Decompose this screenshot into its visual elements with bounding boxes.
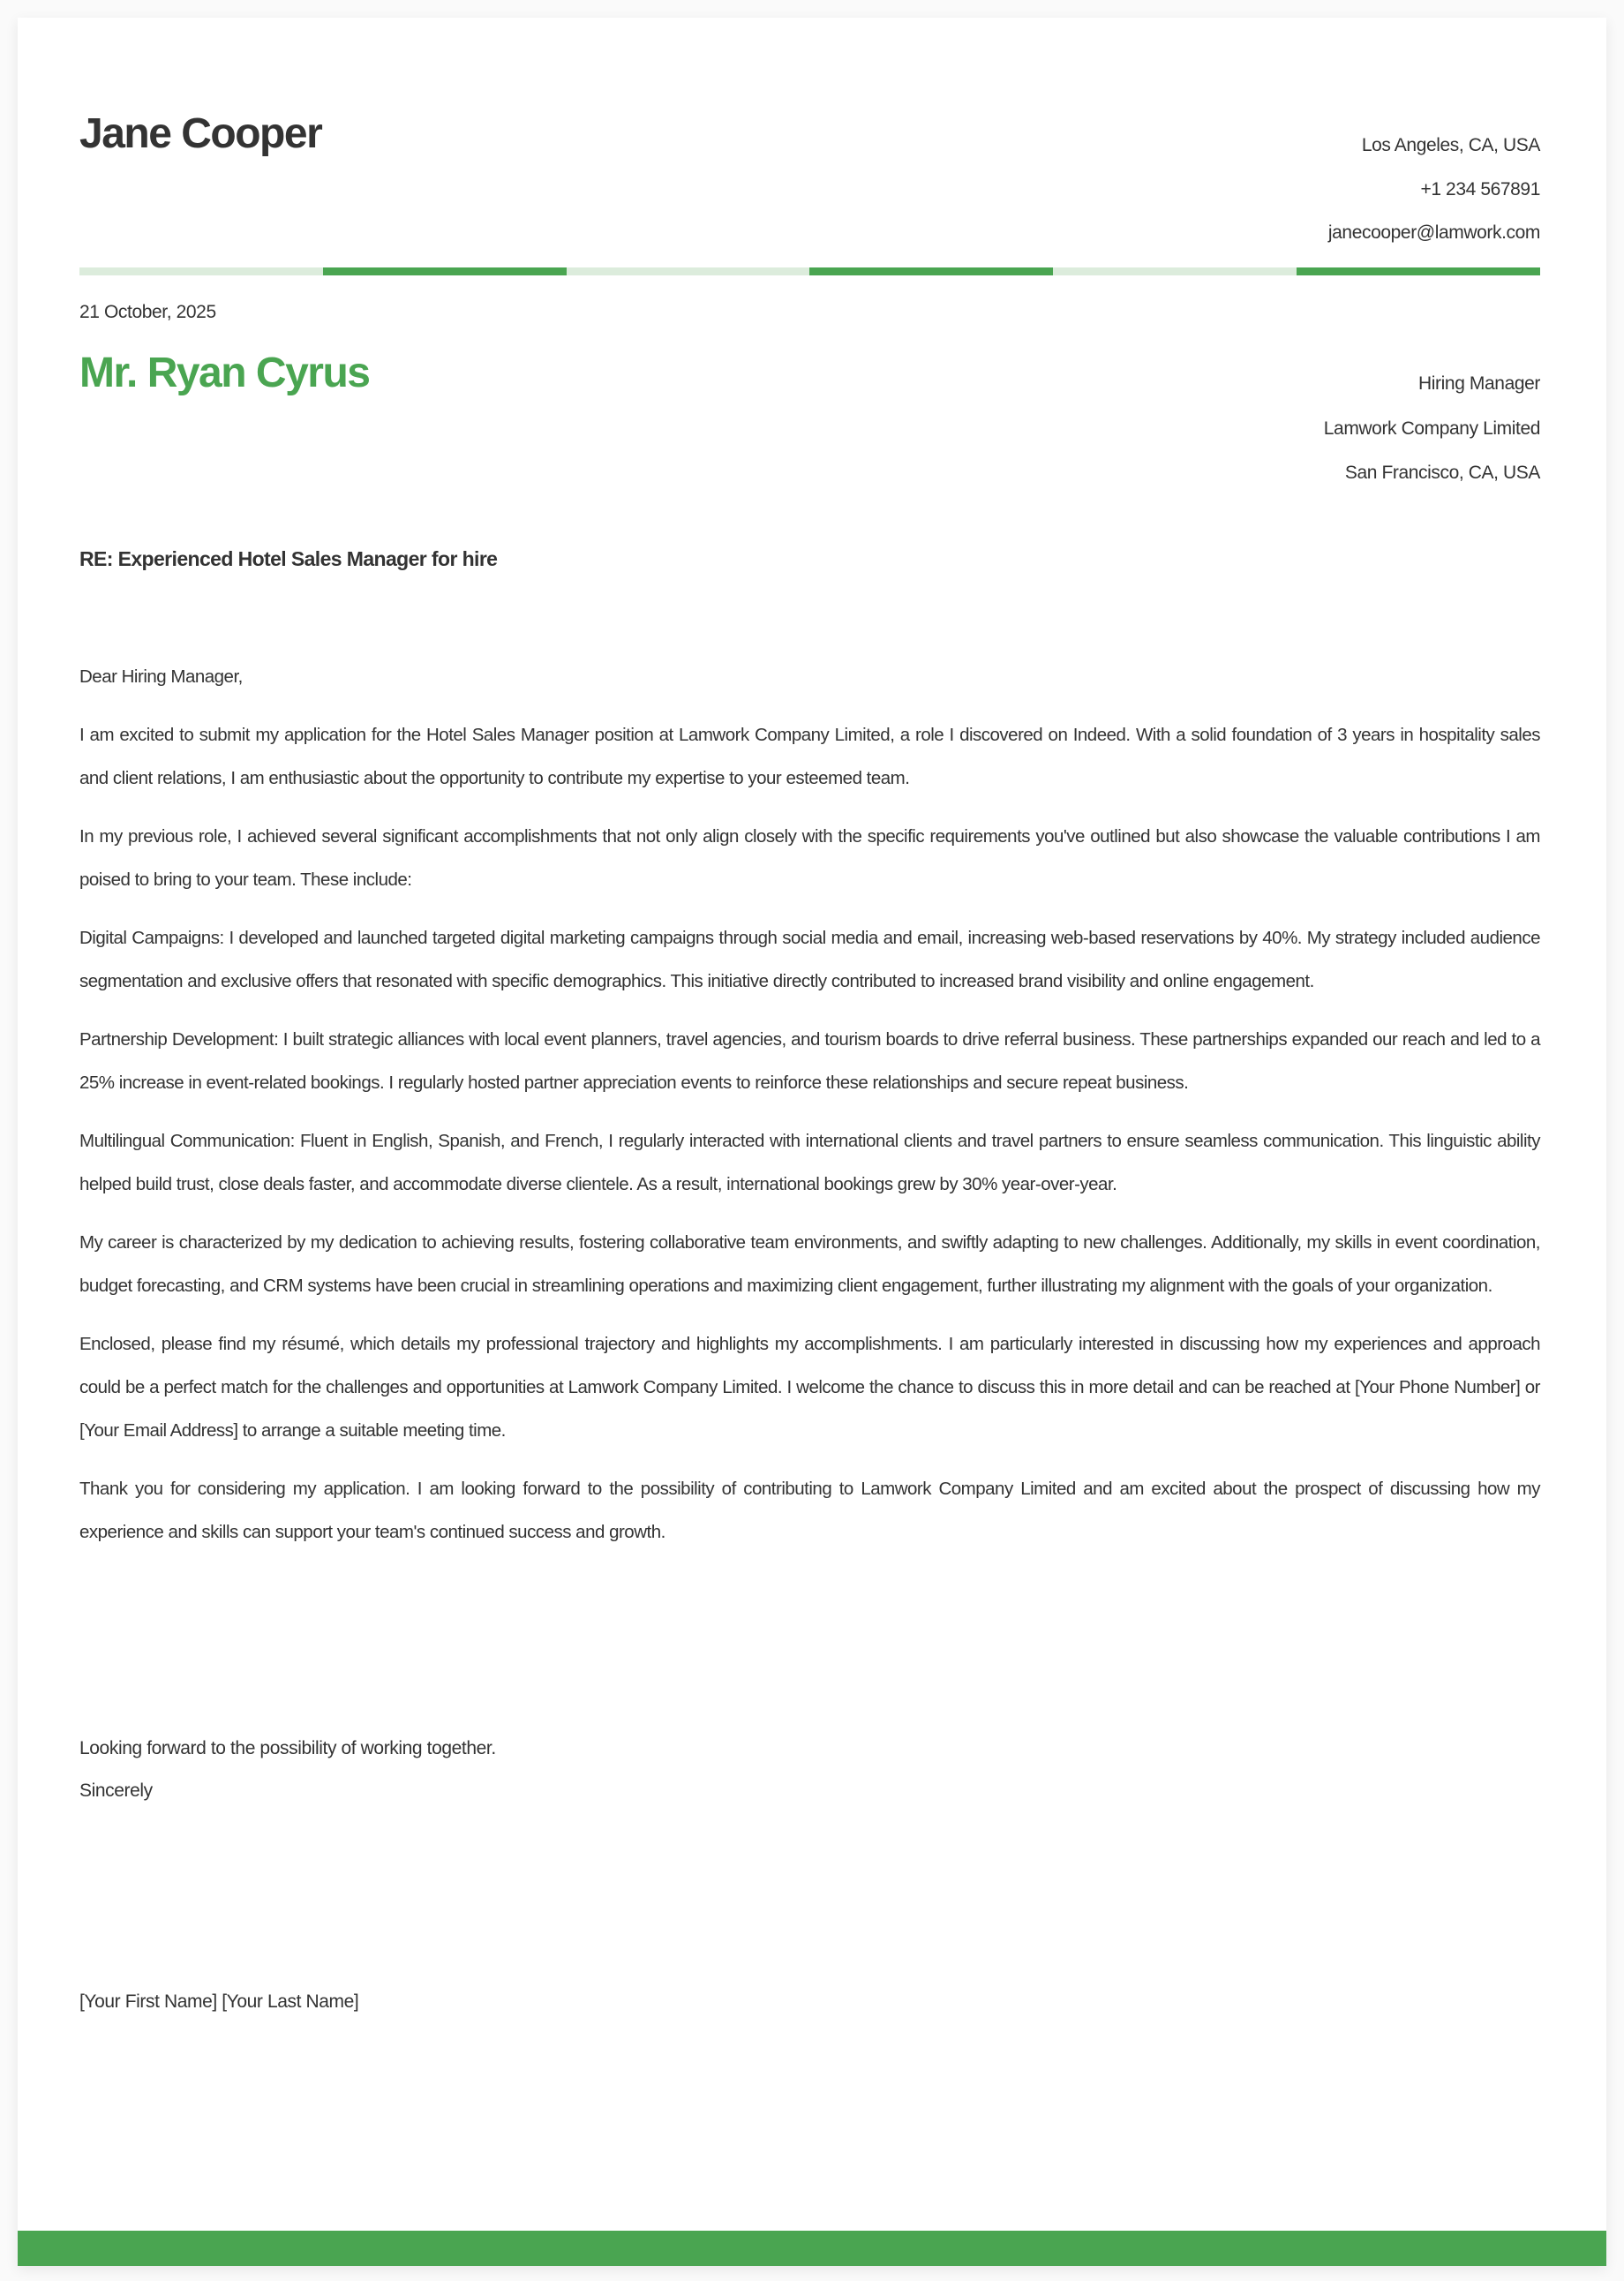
divider-segment [1053, 267, 1297, 275]
closing-line: Looking forward to the possibility of working together. [79, 1738, 496, 1758]
body-paragraph: Enclosed, please find my résumé, which details my professional trajectory and highlights my accomplishments. I am particularly interested in discussing how my experiences and approach could be a perfect match for the challenges and opportunities at Lamwork Company Limited. I welcome the chance to discuss this in more detail and can be reached at [Your Phone Number] or [Your Email Address] to arrange a suitable meeting time. [79, 1334, 1540, 1441]
letter-page [18, 18, 1606, 2266]
closing [79, 1728, 496, 1812]
body-paragraph: Thank you for considering my application. I am looking forward to the possibility of contributing to Lamwork Company Limited and am excited about the prospect of discussing how my experience and skills can support your team's continued success and growth. [79, 1479, 1540, 1542]
sender-contact [1328, 124, 1540, 255]
recipient-name: Mr. Ryan Cyrus [79, 350, 370, 396]
signoff: Sincerely [79, 1780, 153, 1801]
body-paragraph: In my previous role, I achieved several significant accomplishments that not only align closely with the specific requirements you've outlined but also showcase the valuable contributions I am poised to bring to your team. These include: [79, 826, 1540, 890]
body-paragraph: Partnership Development: I built strategic alliances with local event planners, travel agencies, and tourism boards to drive referral business. These partnerships expanded our reach and led to a 25% increase in event-related bookings. I regularly hosted partner appreciation events to reinforce these relationships and secure repeat business. [79, 1029, 1540, 1093]
divider-segment [323, 267, 567, 275]
greeting: Dear Hiring Manager, [79, 666, 243, 687]
divider-segment [79, 267, 323, 275]
recipient-company: Lamwork Company Limited [1323, 418, 1540, 439]
body-paragraph: Digital Campaigns: I developed and launched targeted digital marketing campaigns through social media and email, increasing web-based reservations by 40%. My strategy included audience segmentation and exclusive offers that resonated with specific demographics. This initiative directly contributed to increased brand visibility and online engagement. [79, 928, 1540, 991]
sender-location: Los Angeles, CA, USA [1361, 135, 1540, 155]
subject-line: RE: Experienced Hotel Sales Manager for hire [79, 547, 498, 570]
divider-segment [809, 267, 1053, 275]
header-divider [79, 267, 1540, 275]
signature-name: [Your First Name] [Your Last Name] [79, 1991, 359, 2012]
recipient-location: San Francisco, CA, USA [1344, 463, 1540, 483]
sender-phone: +1 234 567891 [1420, 178, 1540, 199]
letter-body [79, 655, 1540, 1569]
letter-date: 21 October, 2025 [79, 302, 216, 322]
divider-segment [1297, 267, 1540, 275]
sender-email: janecooper@lamwork.com [1327, 222, 1540, 243]
body-paragraph: I am excited to submit my application for the Hotel Sales Manager position at Lamwork Company Limited, a role I discovered on Indeed. With a solid foundation of 3 years in hospitality sales and client relations, I am enthusiastic about the opportunity to contribute my expertise to your esteemed team. [79, 725, 1540, 788]
body-paragraph: My career is characterized by my dedication to achieving results, fostering collaborative team environments, and swiftly adapting to new challenges. Additionally, my skills in event coordination, budget forecasting, and CRM systems have been crucial in streamlining operations and maximizing client engagement, further illustrating my alignment with the goals of your organization. [79, 1232, 1540, 1296]
divider-segment [567, 267, 810, 275]
body-paragraph: Multilingual Communication: Fluent in English, Spanish, and French, I regularly interacted with international clients and travel partners to ensure seamless communication. This linguistic ability helped build trust, close deals faster, and accommodate diverse clientele. As a result, international bookings grew by 30% year-over-year. [79, 1131, 1540, 1194]
recipient-info [1324, 362, 1540, 496]
footer-bar [18, 2231, 1606, 2266]
sender-name: Jane Cooper [79, 110, 322, 157]
recipient-title: Hiring Manager [1418, 373, 1540, 394]
